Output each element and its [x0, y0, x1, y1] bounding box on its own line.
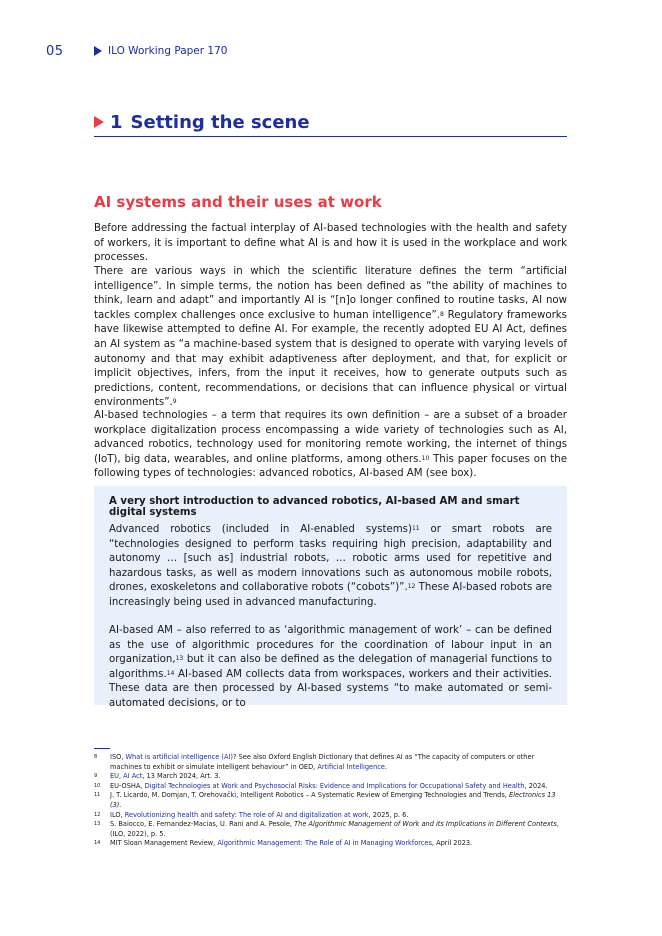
footnote-text-b: , 2025, p. 6.: [368, 810, 409, 819]
footnote-number: 9: [94, 773, 98, 780]
footnote-link[interactable]: Revolutionizing health and safety: The role of AI and digitalization at work: [124, 810, 369, 819]
footnote-ref[interactable]: 12: [407, 583, 416, 591]
footnote-text: [110, 839, 567, 849]
footnote-8: [94, 753, 567, 772]
footnote-text-b: , 13 March 2024, Art. 3.: [142, 772, 221, 781]
footnote-ref[interactable]: 9: [172, 398, 177, 406]
footnote-text-c: .: [384, 762, 388, 771]
footnote-text-a: S. Baiocco, E. Fernandez-Macias, U. Rani and A. Pesole,: [110, 820, 295, 829]
paragraph-3-text-b: This paper focuses on the following types of technologies: advanced robotics, AI-based AM (see box).: [94, 453, 567, 480]
footnote-13: [94, 820, 567, 839]
footnote-12: [94, 811, 567, 821]
running-title: ILO Working Paper 170: [108, 45, 228, 57]
footnote-divider: [94, 748, 110, 749]
footnote-number: 10: [94, 782, 101, 789]
info-box: [94, 486, 567, 709]
section-heading: [94, 108, 567, 137]
footnote-10: [94, 782, 567, 792]
box-p1-text-c: These AI-based robots are increasingly being used in advanced manufacturing.: [109, 582, 552, 608]
box-p2-text-c: AI-based AM collects data from workspaces, workers and their activities. These data are then processed by AI-based systems “to make automated or semi-automated decisions, or to: [109, 668, 552, 709]
footnote-text-b: , April 2023.: [431, 839, 473, 848]
footnote-link[interactable]: What is artificial intelligence (AI): [125, 753, 233, 761]
footnote-text-a: ILO,: [110, 810, 125, 819]
footnote-9: [94, 772, 567, 782]
footnotes: [94, 753, 567, 849]
footnote-italic: Electronics 13 (3).: [110, 791, 556, 809]
footnote-ref[interactable]: 13: [175, 655, 184, 663]
footnote-text-a: MIT Sloan Management Review,: [110, 839, 218, 848]
paragraph-3: [94, 409, 567, 482]
running-header: [94, 45, 227, 57]
footnote-link[interactable]: Digital Technologies at Work and Psychosocial Risks: Evidence and Implications for Occupational Safety and Health: [144, 781, 525, 790]
section-number: 1: [110, 111, 123, 133]
paragraph-2-text-b: Regulatory frameworks have likewise attempted to define AI. For example, the recently adopted EU AI Act, defines an AI system as “a machine-based system that is designed to operate with varying levels of autonomy and that may exhibit adaptiveness after deployment, and that, for explicit or implicit objectives, infers, from the input it receives, how to generate outputs such as predictions, content, recommendations, or decisions that can influence physical or virtual environments”.: [94, 309, 567, 409]
box-p1-text-a: Advanced robotics (included in AI-enabled systems): [109, 524, 412, 535]
footnote-11: [94, 791, 567, 810]
box-p2-text-a: AI-based AM – also referred to as ‘algorithmic management of work’ – can be defined as the use of algorithmic procedures for the coordination of labour input in an organization,: [109, 625, 552, 666]
paragraph-2: [94, 265, 567, 411]
footnote-ref[interactable]: 8: [440, 310, 444, 318]
footnote-text-b: ? See also Oxford English Dictionary that defines AI as “The capacity of computers or other machines to exhibit or simulate intelligent behaviour” in OED,: [110, 753, 535, 771]
footnote-text-a: EU-OSHA,: [110, 781, 145, 790]
section-title: Setting the scene: [130, 111, 310, 133]
paragraph-1: Before addressing the factual interplay of AI-based technologies with the health and safety of workers, it is important to define what AI is and how it is used in the workplace and work processes.: [94, 223, 567, 264]
footnote-ref[interactable]: 10: [421, 454, 430, 462]
footnote-text: [110, 811, 567, 821]
triangle-bullet-icon: [94, 116, 104, 128]
footnote-text-b: , 2024.: [524, 781, 548, 790]
info-box-title: A very short introduction to advanced robotics, AI-based AM and smart digital systems: [109, 496, 520, 518]
footnote-link[interactable]: Algorithmic Management: The Role of AI in Managing Workforces: [217, 839, 432, 848]
box-p1-text-b: or smart robots are “technologies designed to perform tasks requiring high precision, adaptability and autonomy … [such as] industrial robots, … robotic arms used for repetitive and hazardous tasks, as well as modern innovations such as autonomous mobile robots, drones, exoskeletons and collaborative robots (“cobots”)”.: [109, 524, 552, 594]
footnote-number: 8: [94, 754, 98, 760]
footnote-link[interactable]: Artificial Intelligence: [317, 762, 385, 771]
footnote-text: [110, 782, 567, 792]
footnote-text: [110, 791, 567, 810]
info-box-paragraph-2: [109, 624, 552, 712]
footnote-link[interactable]: EU, AI Act: [110, 772, 143, 781]
footnote-number: 14: [94, 840, 101, 847]
footnote-number: 13: [94, 821, 101, 828]
box-p2-text-b: but it can also be defined as the delegation of managerial functions to algorithms.: [109, 654, 552, 680]
paragraph-2-text-a: There are various ways in which the scientific literature defines the term “artificial intelligence”. In simple terms, the notion has been defined as “the ability of machines to think, learn and adapt” and importantly AI is “[n]o longer confined to routine tasks, AI now tackles complex challenges once exclusive to human intelligence”.: [94, 266, 567, 321]
footnote-text: [110, 820, 567, 839]
footnote-14: [94, 839, 567, 849]
footnote-text: [110, 753, 567, 772]
paragraph-3-text-a: AI-based technologies – a term that requires its own definition – are a subset of a broader workplace digitalization process encompassing a wide variety of technologies such as AI, advanced robotics, technology used for monitoring remote working, the internet of things (IoT), big data, wearables, and online platforms, among others.: [94, 410, 567, 465]
footnote-number: 11: [94, 792, 101, 799]
footnote-text-b: , (ILO, 2022), p. 5.: [110, 820, 559, 838]
footnote-text: [110, 772, 567, 782]
footnote-ref[interactable]: 11: [411, 525, 420, 532]
info-box-paragraph-1: [109, 523, 552, 611]
footnote-ref[interactable]: 14: [166, 669, 175, 677]
page-number: 05: [46, 44, 64, 59]
footnote-text-a: ISO,: [110, 753, 126, 761]
footnote-italic: The Algorithmic Management of Work and its Implications in Different Contexts: [294, 820, 557, 829]
triangle-bullet-icon: [94, 46, 102, 56]
subheading: AI systems and their uses at work: [94, 193, 382, 211]
footnote-number: 12: [94, 811, 101, 818]
footnote-text-a: J. T. Licardo, M. Domjan, T. Orehovački, Intelligent Robotics – A Systematic Review of Emerging Technologies and Trends,: [110, 791, 509, 800]
